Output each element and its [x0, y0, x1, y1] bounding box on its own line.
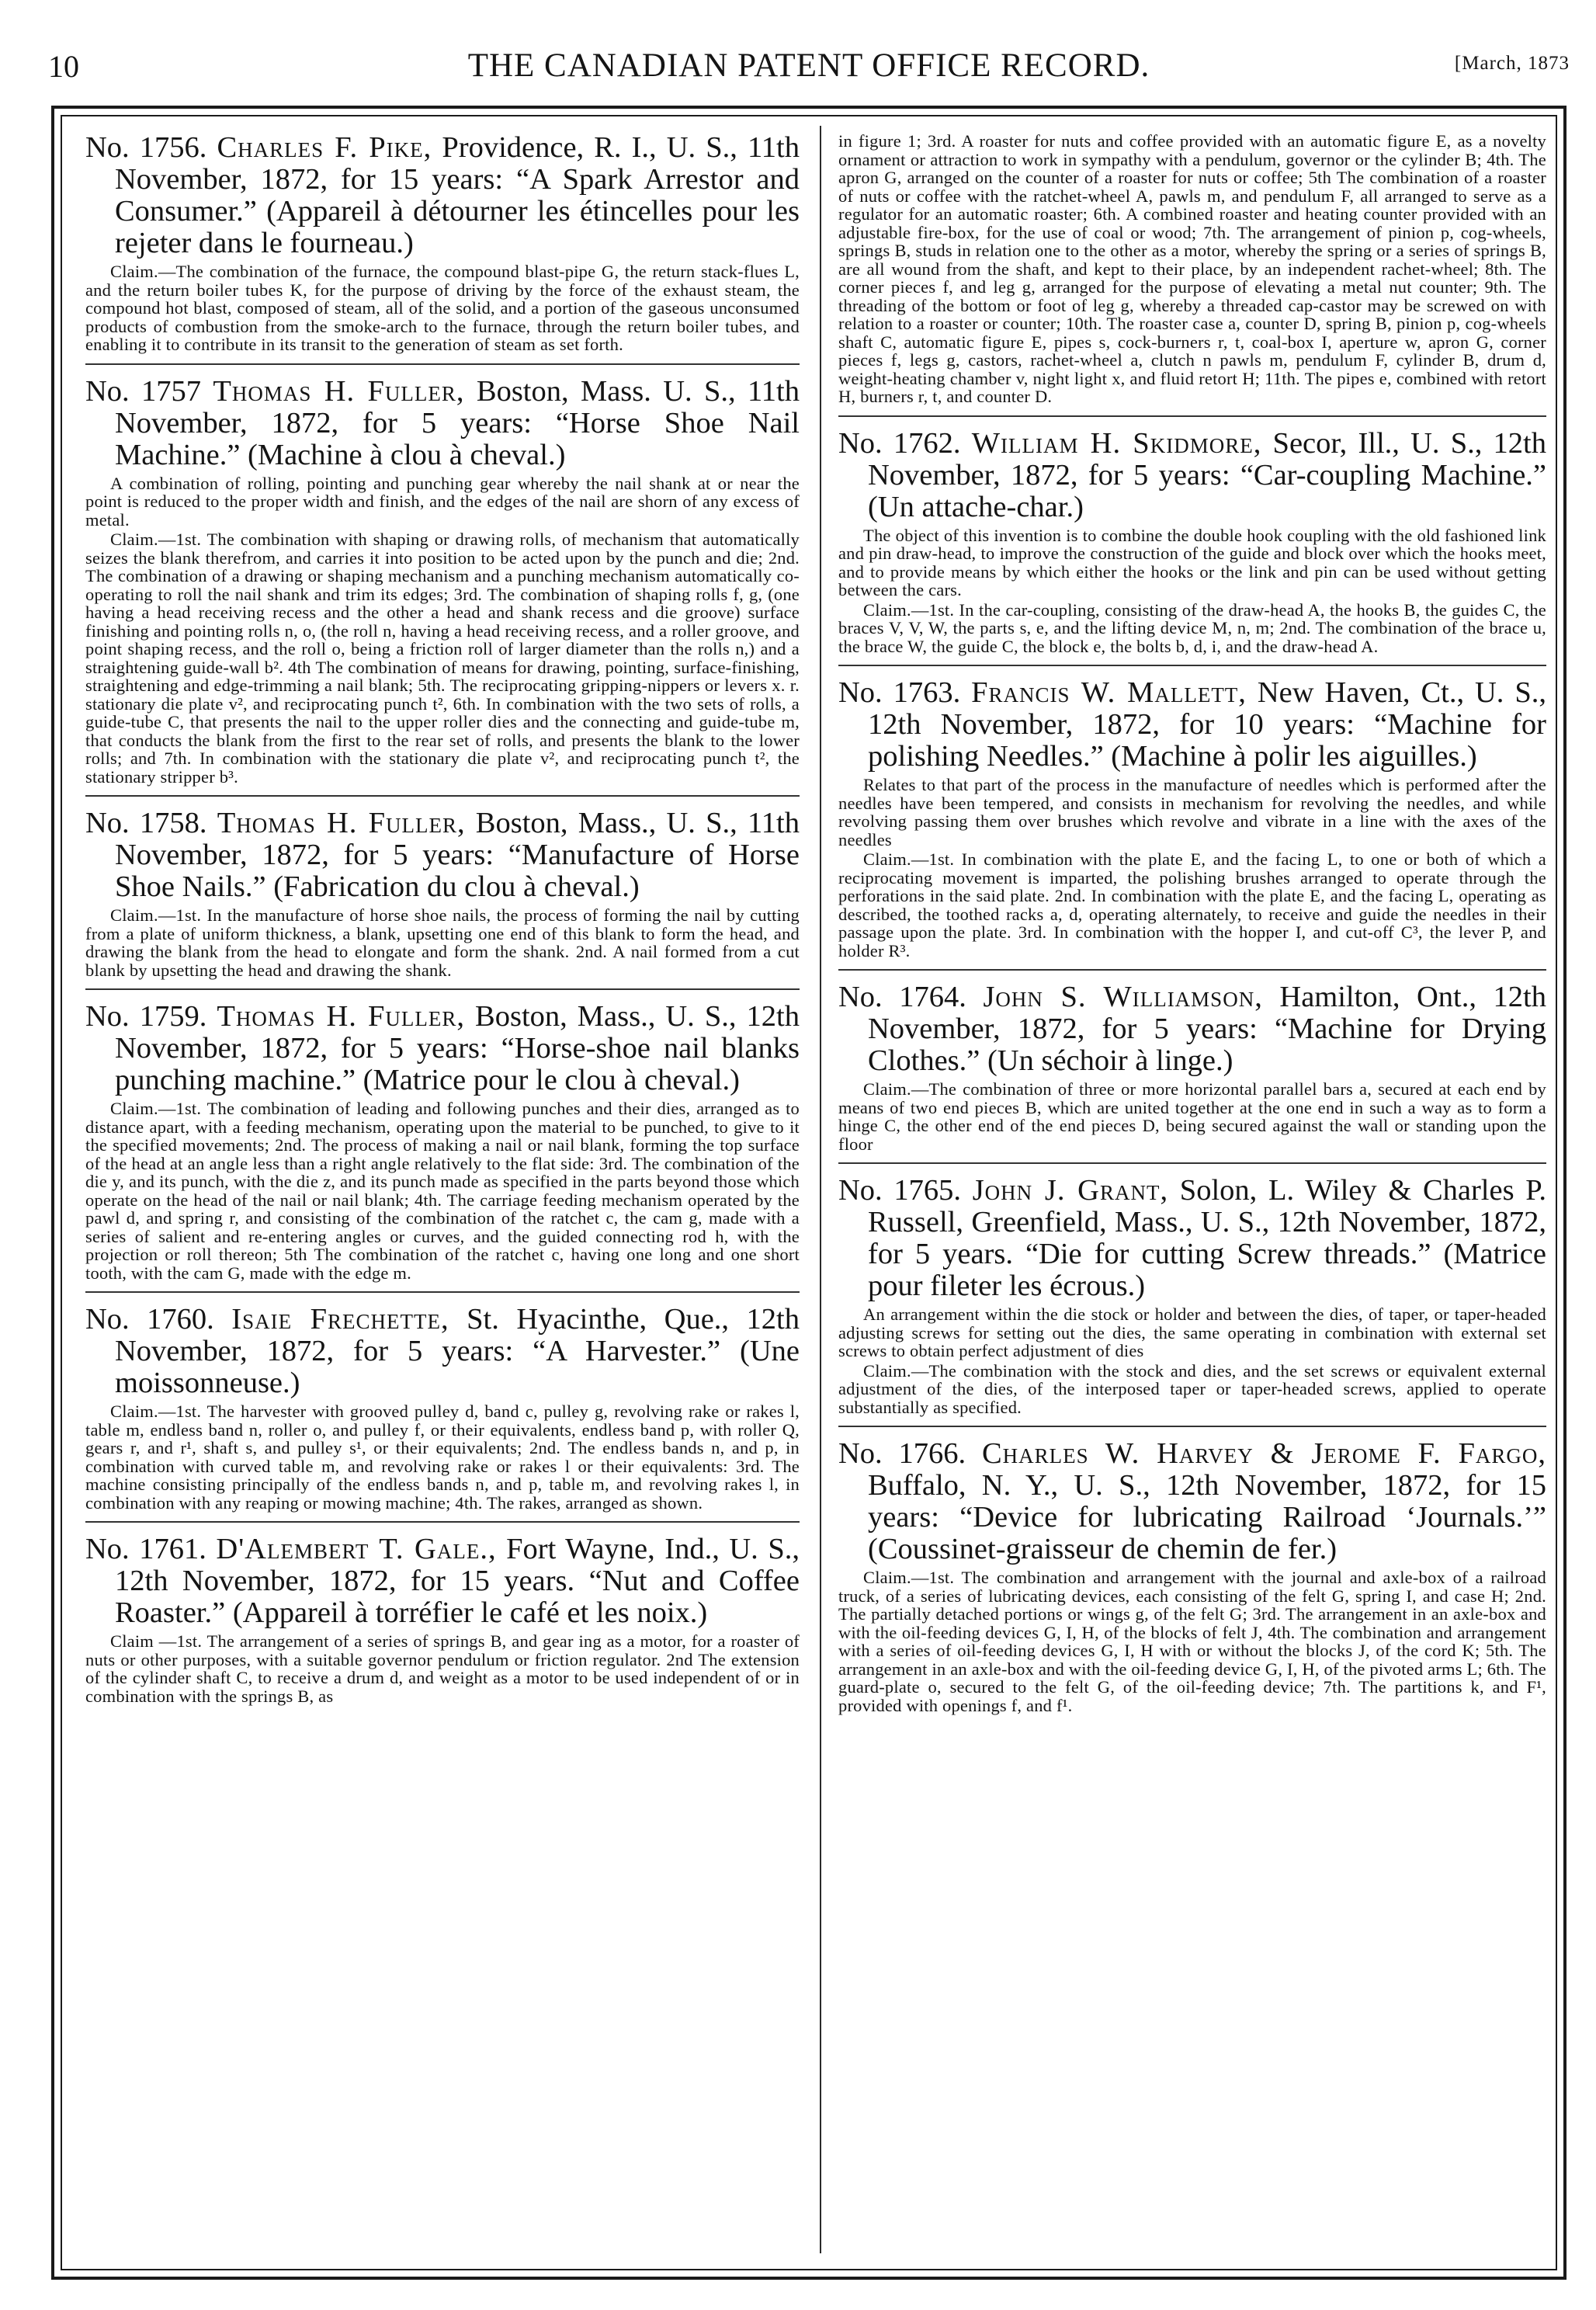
inventor-name: John J. Grant, [972, 1174, 1169, 1207]
patent-entry [838, 1438, 1546, 1714]
patent-description: Claim.—1st. In the car-coupling, consisting of the draw-head A, the hooks B, the guides C, the braces V, V, W, the parts s, e, and the lifting device M, n, m; 2nd. The combination of the brace u, the brace W, the guide C, the block e, the bolts b, d, i, and the draw-head A. [838, 599, 1546, 656]
patent-details: Boston, Mass., U. S., 12th November, 1872, for 5 years: “Horse-shoe nail blanks punching machine.” (Matrice pour le clou à cheval.) [115, 1000, 800, 1096]
entry-divider [85, 795, 800, 797]
patent-heading [85, 1304, 800, 1399]
patent-number: No. 1759. [85, 1000, 207, 1033]
patent-entry [85, 1304, 800, 1512]
patent-description: Claim —1st. The arrangement of a series of springs B, and gear ing as a motor, for a roaster of nuts or other purposes, with a suitable governor pendulum or friction regulator. 2nd The extension of the cylinder shaft C, to receive a drum d, and weight as a motor to be used independent of or in combination with the springs B, as [85, 1631, 800, 1706]
entry-divider [838, 969, 1546, 971]
patent-entry [85, 376, 800, 787]
patent-details: Hamilton, Ont., 12th November, 1872, for 5 years: “Machine for Drying Clothes.” (Un séchoir à linge.) [868, 981, 1546, 1077]
inventor-name: Isaie Frechette, [231, 1303, 449, 1336]
patent-entry [838, 428, 1546, 656]
patent-details: Solon, L. Wiley & Charles P. Russell, Greenfield, Mass., U. S., 12th November, 1872, for 5 years. “Die for cutting Screw threads.” (Matrice pour fileter les écrous.) [868, 1174, 1546, 1302]
patent-number: No. 1763. [838, 676, 961, 709]
patent-heading [838, 428, 1546, 523]
running-title: THE CANADIAN PATENT OFFICE RECORD. [467, 47, 1150, 84]
patent-heading [838, 981, 1546, 1077]
patent-number: No. 1764. [838, 981, 966, 1013]
patent-details: St. Hyacinthe, Que., 12th November, 1872, for 5 years: “A Harvester.” (Une moissonneuse.) [115, 1303, 800, 1399]
entry-divider [838, 1426, 1546, 1427]
entry-divider [85, 988, 800, 990]
patent-description: Claim.—1st. The combination with shaping or drawing rolls, of mechanism that automatically seizes the blank therefrom, and carries it into position to be acted upon by the punch and die; 2nd. The combination of a drawing or shaping mechanism and a punching mechanism automatically co-operating to roll the nail shank and trim its edges; 3rd. The combination of shaping rolls f, g, (one having a head receiving recess and the other a head and shank recess and die groove) surface finishing and pointing rolls n, o, (the roll n, having a head receiving recess, and a roller groove, and point shaping recess, and the roll o, being a friction roll of larger diameter than the rolls n,) and a straightening guide-wall b². 4th The combination of means for drawing, pointing, surface-finishing, straightening and edge-trimming a nail blank; 5th. The reciprocating gripping-nippers or levers x. r. stationary die plate v², and reciprocating punch t², 6th. In combination with the two sets of rolls, a guide-tube C, that presents the nail to the upper roller dies and the connecting and guide-tube m, that conducts the blank from the first to the rear set of rolls, and presents the blank to the lower rolls; and 7th. In combination with the stationary die plate v², and reciprocating punch t², the stationary stripper b³. [85, 530, 800, 787]
column-divider [820, 126, 821, 2253]
patent-number: No. 1758. [85, 807, 207, 839]
inventor-name: Thomas H. Fuller, [217, 1000, 465, 1033]
patent-heading [85, 1534, 800, 1629]
patent-number: No. 1760. [85, 1303, 214, 1336]
entry-divider [85, 363, 800, 365]
patent-entry [85, 1001, 800, 1282]
continued-claim-text: in figure 1; 3rd. A roaster for nuts and coffee provided with an automatic figure E, as a novelty ornament or attraction to work in sympathy with a pendulum, governor or the cylinder B; 4th. The apron G, arranged on the counter of a roaster for nuts or coffee; 5th The combination of a roaster of nuts or coffee with the ratchet-wheel A, pawls m, and pendulum F, all arranged to serve as a regulator for an automatic roaster; 6th. A combined roaster and heating counter provided with an adjustable fire-box, for the use of coal or wood; 7th. The arrangement of pinion p, cog-wheels, springs B, studs in relation one to the other as a motor, whereby the spring or a series of springs B, are all wound from the shaft, and kept to their place, by an independent rachet-wheel; 8th. The corner pieces f, and leg g, arranged for the purpose of elevating a metal nut counter; 9th. The threading of the bottom or foot of leg g, whereby a threaded cap-castor may be screwed on with relation to a roaster or counter; 10th. The roaster case a, counter D, spring B, pinion p, cog-wheels shaft C, automatic figure E, pipes s, cock-burners r, t, coal-box I, aperture w, apron G, corner pieces f, legs g, castors, rachet-wheel a, clutch n pawls m, pendulum F, cylinder B, drum d, weight-heating chamber v, night light x, and fluid retort H; 11th. The pipes e, combined with retort H, burners r, t, and counter D. [838, 132, 1546, 406]
entry-divider [838, 415, 1546, 417]
inventor-name: Charles F. Pike, [217, 132, 432, 164]
issue-date: [March, 1873 [1454, 53, 1570, 74]
patent-details: Fort Wayne, Ind., U. S., 12th November, 1872, for 15 years. “Nut and Coffee Roaster.” (Appareil à torréfier le café et les noix.) [115, 1533, 800, 1629]
patent-heading [85, 1001, 800, 1096]
inventor-name: D'Alembert T. Gale., [216, 1533, 497, 1565]
patent-number: No. 1762. [838, 426, 961, 460]
patent-description: Relates to that part of the process in the manufacture of needles which is performed after the needles have been tempered, and consists in mechanism for revolving the needles, and while revolving passing them over brushes which revolve and vibrate in a line with the axes of the needles [838, 775, 1546, 849]
patent-description: A combination of rolling, pointing and punching gear whereby the nail shank at or near the point is reduced to the proper width and finish, and the edges of the nail are shorn of any excess of metal. [85, 473, 800, 530]
patent-details: Providence, R. I., U. S., 11th November, 1872, for 15 years: “A Spark Arrestor and Consumer.” (Appareil à détourner les étincelles pour les rejeter dans le fourneau.) [115, 132, 800, 259]
left-column [85, 132, 800, 2263]
entry-divider [85, 1291, 800, 1293]
patent-number: No. 1757 [85, 374, 202, 408]
patent-entry [838, 677, 1546, 960]
patent-details: New Haven, Ct., U. S., 12th November, 1872, for 10 years: “Machine for polishing Needles.” (Machine à polir les aiguilles.) [868, 676, 1546, 773]
page-header [48, 43, 1570, 98]
patent-entry [838, 1175, 1546, 1416]
patent-description: Claim.—1st. In the manufacture of horse shoe nails, the process of forming the nail by cutting from a plate of uniform thickness, a blank, upsetting one end of this blank to form the head, and drawing the blank from the head to elongate and form the shank. 2nd. A nail formed from a cut blank by upsetting the head and drawing the shank. [85, 905, 800, 980]
patent-number: No. 1761. [85, 1533, 206, 1565]
patent-heading [838, 1175, 1546, 1302]
patent-description: Claim.—The combination of three or more horizontal parallel bars a, secured at each end by means of two end pieces B, which are united together at the one end in such a way as to form a hinge C, the other end of the end pieces D, being secured against the wall or standing upon the floor [838, 1079, 1546, 1154]
inventor-name: William H. Skidmore, [971, 426, 1262, 460]
inventor-name: Charles W. Harvey & Jerome F. Fargo, [982, 1437, 1546, 1470]
patent-description: Claim.—1st. The combination of leading and following punches and their dies, arranged as to distance apart, with a feeding mechanism, operating upon the material to be punched, to give to it the specified movements; 2nd. The process of making a nail or nail blank, forming the top surface of the head at an angle less than a right angle relatively to the flat side: 3rd. The combination of the die y, and its punch, with the die z, and its punch made as specified in the parts beyond those which operate on the head of the nail or nail blank; 4th. The carriage feeding mechanism operated by the pawl d, and spring r, and consisting of the combination of the ratchet c, the cam g, made with a series of salient and re-entering angles or curves, and the guided connecting rod h, with the projection or roll thereon; 5th The combination of the ratchet c, having one long and one short tooth, with the cam G, made with the edge m. [85, 1099, 800, 1283]
patent-heading [85, 808, 800, 903]
patent-number: No. 1756. [85, 132, 207, 164]
inventor-name: Thomas H. Fuller, [217, 807, 466, 839]
patent-description: Claim.—1st. In combination with the plate E, and the facing L, to one or both of which a reciprocating movement is imparted, the polishing brushes arranged to operate through the perforations in the said plate. 2nd. In combination with the plate E, and the facing L, operating as described, the toothed racks a, d, operating alternately, to receive and guide the needles in their passage upon the plate. 3rd. In combination with the hopper I, and cut-off C³, the lever P, and holder R³. [838, 849, 1546, 960]
inventor-name: Francis W. Mallett, [971, 676, 1247, 709]
patent-entry [85, 132, 800, 354]
patent-details: Boston, Mass. U. S., 11th November, 1872, for 5 years: “Horse Shoe Nail Machine.” (Machine à clou à cheval.) [115, 374, 800, 471]
patent-heading [85, 376, 800, 471]
patent-heading [838, 677, 1546, 773]
patent-entry [85, 808, 800, 979]
inventor-name: John S. Williamson, [983, 981, 1263, 1013]
patent-entry [85, 1534, 800, 1705]
patent-entry [838, 981, 1546, 1153]
inventor-name: Thomas H. Fuller, [213, 374, 465, 408]
entry-divider [838, 1162, 1546, 1164]
right-column [838, 132, 1546, 2263]
entry-divider [85, 1521, 800, 1523]
entry-divider [838, 665, 1546, 666]
patent-description: An arrangement within the die stock or holder and between the dies, of taper, or taper-headed adjusting screws for setting out the dies, the same operating in combination with external set screws to obtain perfect adjustment of dies [838, 1304, 1546, 1360]
patent-number: No. 1765. [838, 1174, 961, 1207]
patent-heading [838, 1438, 1546, 1565]
page-number: 10 [48, 49, 79, 84]
patent-heading [85, 132, 800, 259]
patent-description: Claim.—1st. The harvester with grooved pulley d, band c, pulley g, revolving rake or rakes l, table m, endless band n, roller o, and pulley f, or their equivalents, endless band p, with roller Q, gears r, and r¹, shaft s, and pulley s¹, or their equivalents; 2nd. The endless bands n, and p, in combination with curved table m, and revolving rake or rakes l or their equivalents: 3rd. The machine consisting principally of the endless bands n, and p, table m, and revolving rakes l, in combination with any reaping or mowing machine; 4th. The rakes, arranged as shown. [85, 1402, 800, 1513]
patent-description: Claim.—The combination with the stock and dies, and the set screws or equivalent external adjustment of the dies, of the interposed taper or taper-headed screws, applied to operate substantially as specified. [838, 1360, 1546, 1417]
patent-details: Buffalo, N. Y., U. S., 12th November, 1872, for 15 years: “Device for lubricating Railroad ‘Journals.’” (Coussinet-graisseur de chemin de fer.) [868, 1469, 1546, 1565]
patent-description: Claim.—1st. The combination and arrangement with the journal and axle-box of a railroad truck, of a series of lubricating devices, each consisting of the felt G, spring I, and case H; 2nd. The partially detached portions or wings g, of the felt G; 3rd. The arrangement in an axle-box and with the oil-feeding devices G, I, H, of the blocks of felt J, 4th. The combination and arrangement with a series of oil-feeding devices G, I, H with or without the blocks J, of the cord K; 5th. The arrangement in an axle-box and with the oil-feeding device G, I, H, of the pivoted arms L; 6th. The guard-plate o, secured to the felt G, of the oil-feeding device; 7th. The partitions k, and F¹, provided with openings f, and f¹. [838, 1568, 1546, 1715]
patent-details: Secor, Ill., U. S., 12th November, 1872, for 5 years: “Car-coupling Machine.” (Un attache-char.) [868, 426, 1546, 523]
patent-description: The object of this invention is to combine the double hook coupling with the old fashioned link and pin draw-head, to improve the construction of the guide and block over which the hooks meet, and to provide means by which either the hooks or the link and pin can be used without getting between the cars. [838, 525, 1546, 599]
patent-number: No. 1766. [838, 1437, 966, 1470]
patent-description: Claim.—The combination of the furnace, the compound blast-pipe G, the return stack-flues L, and the return boiler tubes K, for the purpose of driving by the force of the exhaust steam, the compound hot blast, composed of steam, all of the solid, and a portion of the gaseous unconsumed products of combustion from the smoke-arch to the furnace, through the return boiler tubes, and enabling it to contribute in its transit to the generation of steam as set forth. [85, 262, 800, 354]
patent-details: Boston, Mass., U. S., 11th November, 1872, for 5 years: “Manufacture of Horse Shoe Nails.” (Fabrication du clou à cheval.) [115, 807, 800, 903]
